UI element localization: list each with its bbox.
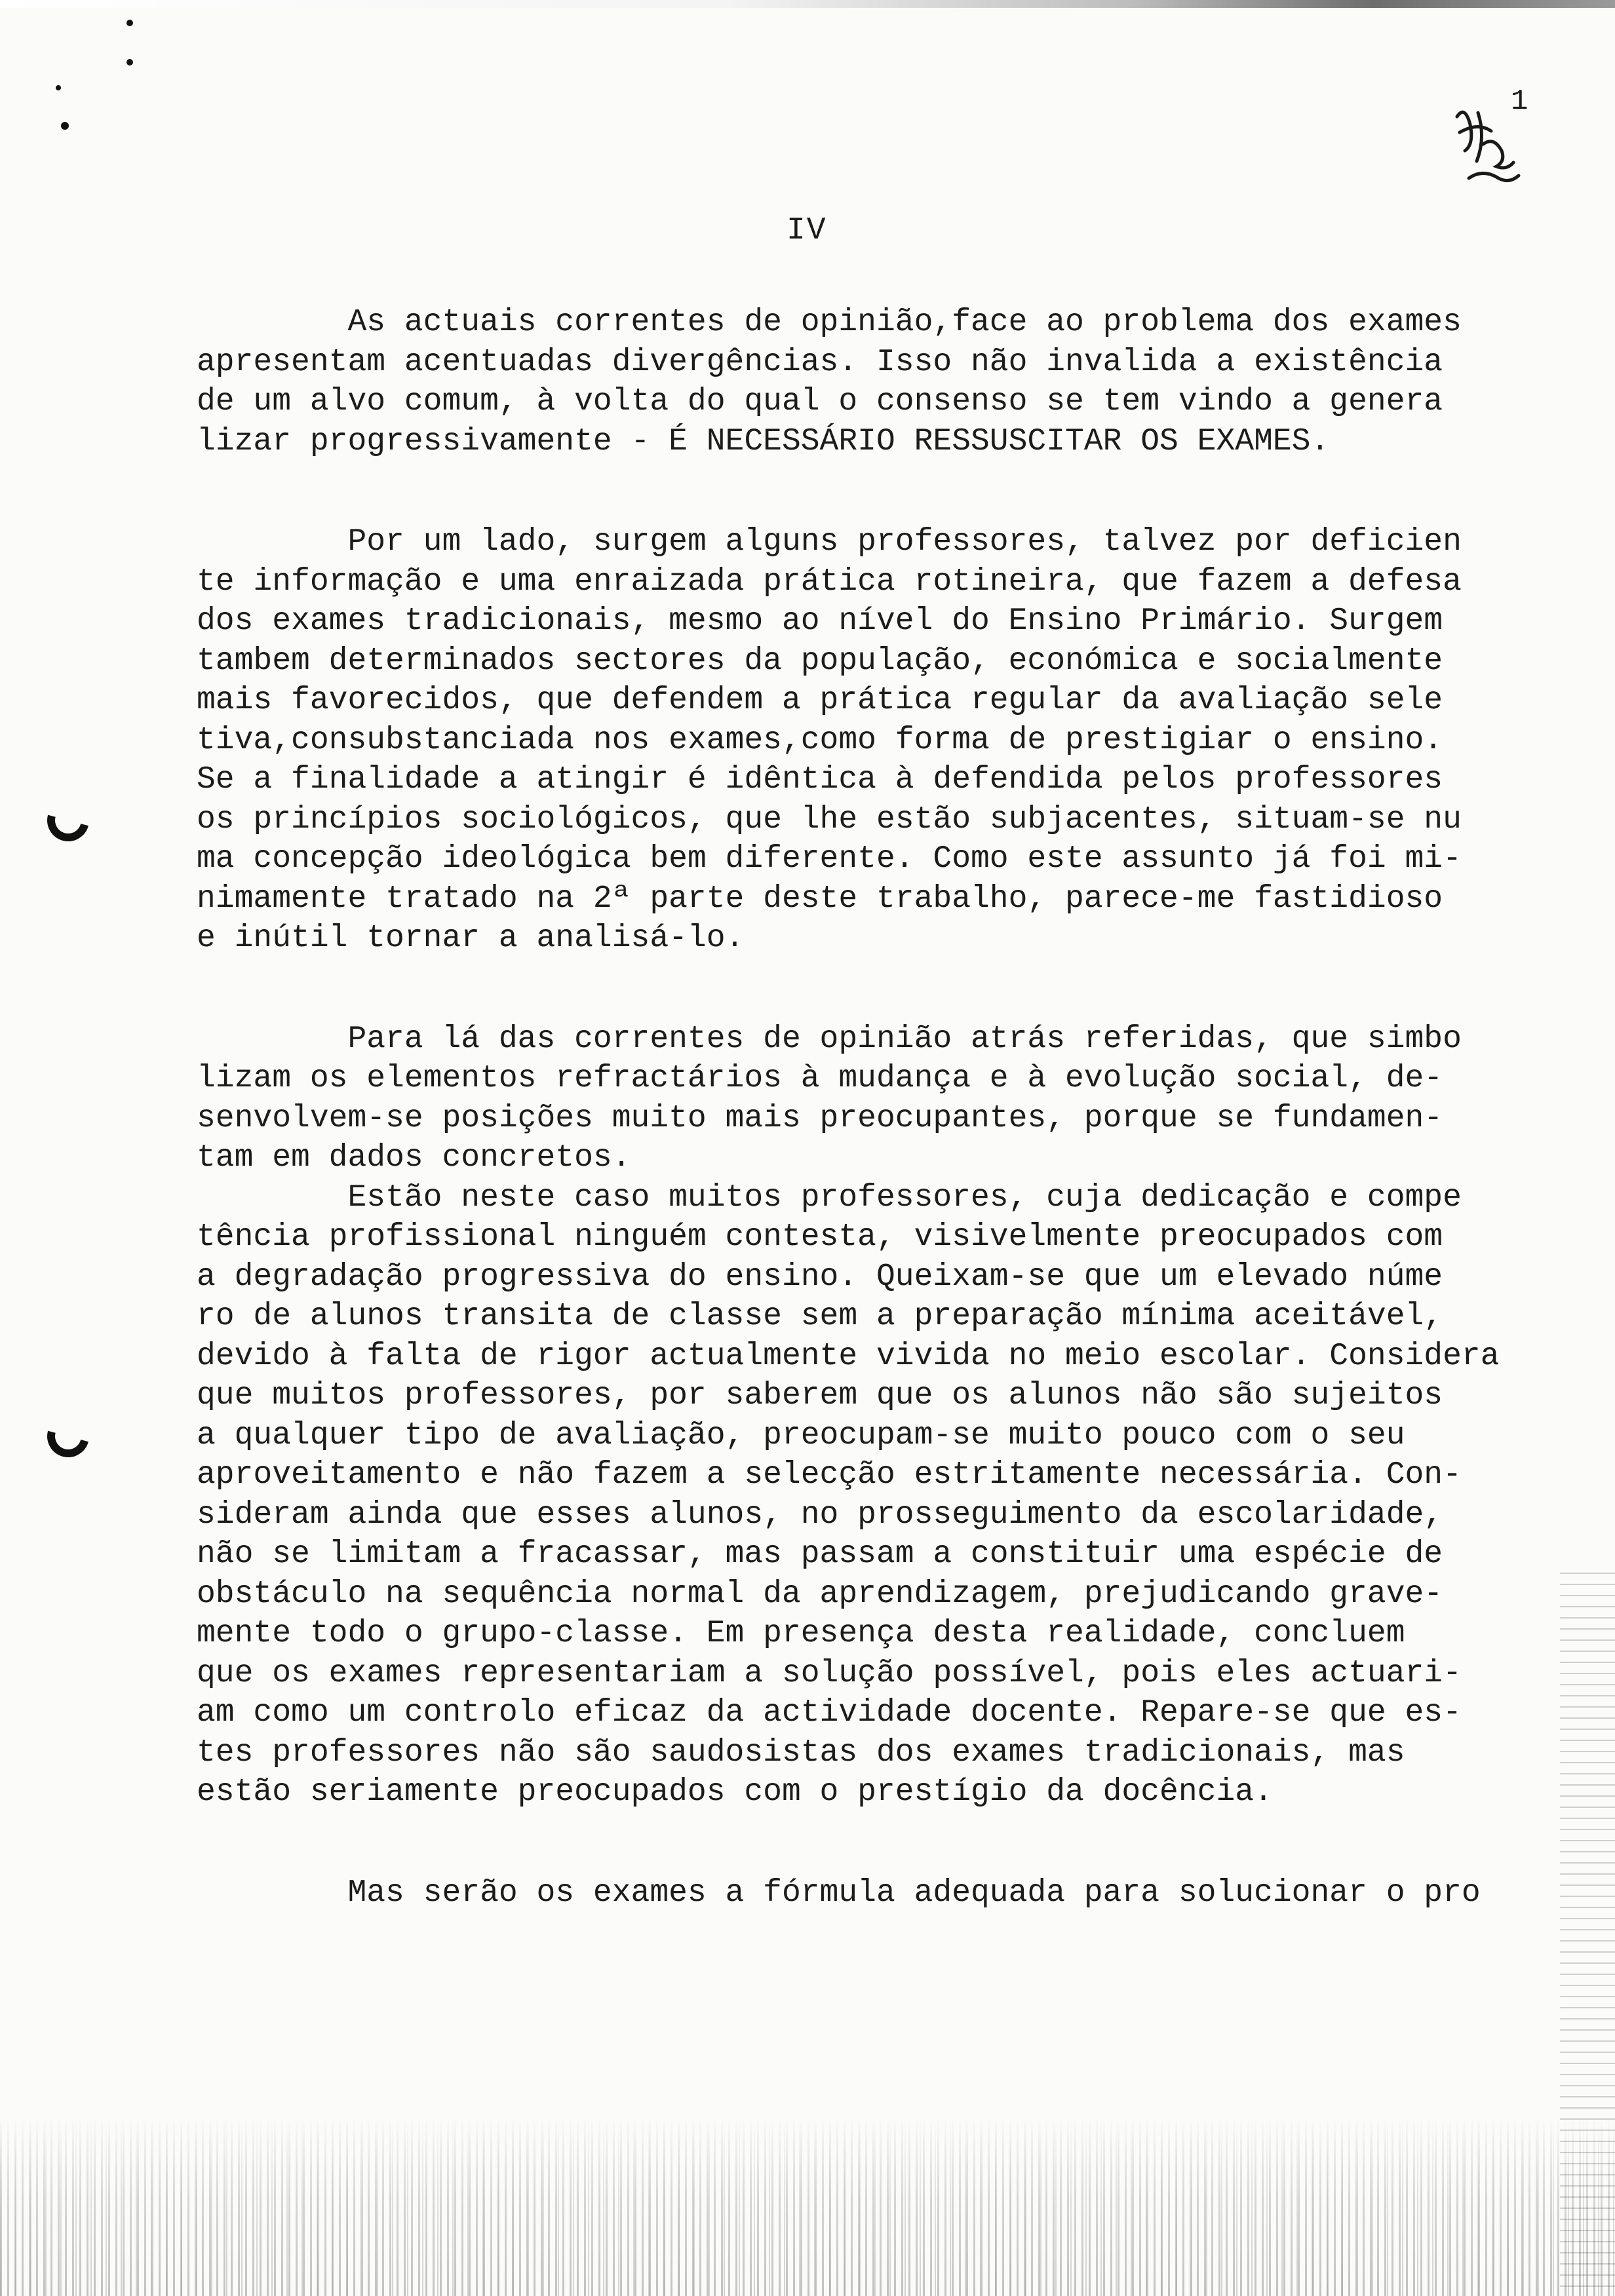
scan-noise-bottom bbox=[0, 2116, 1615, 2296]
punch-hole-icon bbox=[39, 792, 96, 849]
text-line: Por um lado, surgem alguns professores, talvez por deficien bbox=[347, 524, 1462, 560]
paragraph-gap bbox=[197, 959, 1534, 1020]
text-line: Mas serão os exames a fórmula adequada para solucionar o pro bbox=[347, 1875, 1481, 1911]
text-line: tes professores não são saudosistas dos exames tradicionais, mas bbox=[197, 1734, 1405, 1770]
text-line: Estão neste caso muitos professores, cuja dedicação e compe bbox=[347, 1179, 1462, 1215]
chapter-heading: IV bbox=[787, 213, 827, 248]
paragraph bbox=[197, 303, 1534, 461]
paragraph bbox=[197, 1873, 1534, 1913]
text-line: tiva,consubstanciada nos exames,como forma de prestigiar o ensino. bbox=[197, 722, 1443, 758]
scan-speck bbox=[126, 59, 133, 66]
text-line: lizam os elementos refractários à mudança e à evolução social, de- bbox=[197, 1061, 1443, 1096]
text-line: mais favorecidos, que defendem a prática regular da avaliação sele bbox=[197, 683, 1443, 718]
text-line: que os exames representariam a solução possível, pois eles actuari- bbox=[197, 1655, 1462, 1691]
text-line: apresentam acentuadas divergências. Isso não invalida a existência bbox=[197, 344, 1443, 380]
text-line: ro de alunos transita de classe sem a preparação mínima aceitável, bbox=[197, 1299, 1443, 1334]
text-line: senvolvem-se posições muito mais preocupantes, porque se fundamen- bbox=[197, 1100, 1443, 1136]
punch-hole-icon bbox=[39, 1407, 96, 1464]
text-line: de um alvo comum, à volta do qual o consenso se tem vindo a genera bbox=[197, 384, 1443, 419]
scan-edge-strip bbox=[0, 0, 1615, 8]
text-line: os princípios sociológicos, que lhe estão subjacentes, situam-se nu bbox=[197, 801, 1462, 837]
page-number: 1 bbox=[1511, 85, 1528, 118]
text-line: aproveitamento e não fazem a selecção estritamente necessária. Con- bbox=[197, 1457, 1462, 1493]
text-line: mente todo o grupo-classe. Em presença desta realidade, concluem bbox=[197, 1616, 1405, 1651]
paragraph bbox=[197, 1020, 1534, 1178]
text-line: lizar progressivamente - É NECESSÁRIO RESSUSCITAR OS EXAMES. bbox=[197, 423, 1330, 459]
paragraph bbox=[197, 1178, 1534, 1812]
text-line: tam em dados concretos. bbox=[197, 1140, 631, 1176]
text-line: que muitos professores, por saberem que os alunos não são sujeitos bbox=[197, 1378, 1443, 1413]
text-line: ma concepção ideológica bem diferente. Como este assunto já foi mi- bbox=[197, 841, 1462, 877]
text-line: dos exames tradicionais, mesmo ao nível do Ensino Primário. Surgem bbox=[197, 603, 1443, 639]
scan-speck bbox=[56, 85, 61, 90]
text-line: As actuais correntes de opinião,face ao problema dos exames bbox=[347, 305, 1462, 340]
text-line: te informação e uma enraizada prática rotineira, que fazem a defesa bbox=[197, 564, 1462, 600]
paragraph-gap bbox=[197, 461, 1534, 522]
scan-speck bbox=[61, 122, 69, 130]
text-line: a degradação progressiva do ensino. Queixam-se que um elevado núme bbox=[197, 1259, 1443, 1295]
text-line: nimamente tratado na 2ª parte deste trabalho, parece-me fastidioso bbox=[197, 881, 1443, 917]
text-line: e inútil tornar a analisá-lo. bbox=[197, 921, 745, 956]
text-line: tência profissional ninguém contesta, visivelmente preocupados com bbox=[197, 1219, 1443, 1255]
text-line: Para lá das correntes de opinião atrás referidas, que simbo bbox=[347, 1021, 1462, 1057]
text-line: devido à falta de rigor actualmente vivida no meio escolar. Considera bbox=[197, 1338, 1500, 1374]
text-line: obstáculo na sequência normal da aprendizagem, prejudicando grave- bbox=[197, 1576, 1443, 1612]
paragraph-gap bbox=[197, 1812, 1534, 1873]
scan-speck bbox=[126, 20, 133, 26]
paragraph bbox=[197, 522, 1534, 959]
text-line: am como um controlo eficaz da actividade docente. Repare-se que es- bbox=[197, 1695, 1462, 1731]
document-body bbox=[197, 303, 1534, 1913]
text-line: não se limitam a fracassar, mas passam a constituir uma espécie de bbox=[197, 1537, 1443, 1572]
handwritten-signature bbox=[1445, 98, 1524, 203]
text-line: a qualquer tipo de avaliação, preocupam-se muito pouco com o seu bbox=[197, 1417, 1405, 1453]
text-line: estão seriamente preocupados com o prestígio da docência. bbox=[197, 1774, 1273, 1810]
text-line: Se a finalidade a atingir é idêntica à defendida pelos professores bbox=[197, 762, 1443, 797]
text-line: sideram ainda que esses alunos, no prosseguimento da escolaridade, bbox=[197, 1497, 1443, 1533]
text-line: tambem determinados sectores da população, económica e socialmente bbox=[197, 643, 1443, 679]
